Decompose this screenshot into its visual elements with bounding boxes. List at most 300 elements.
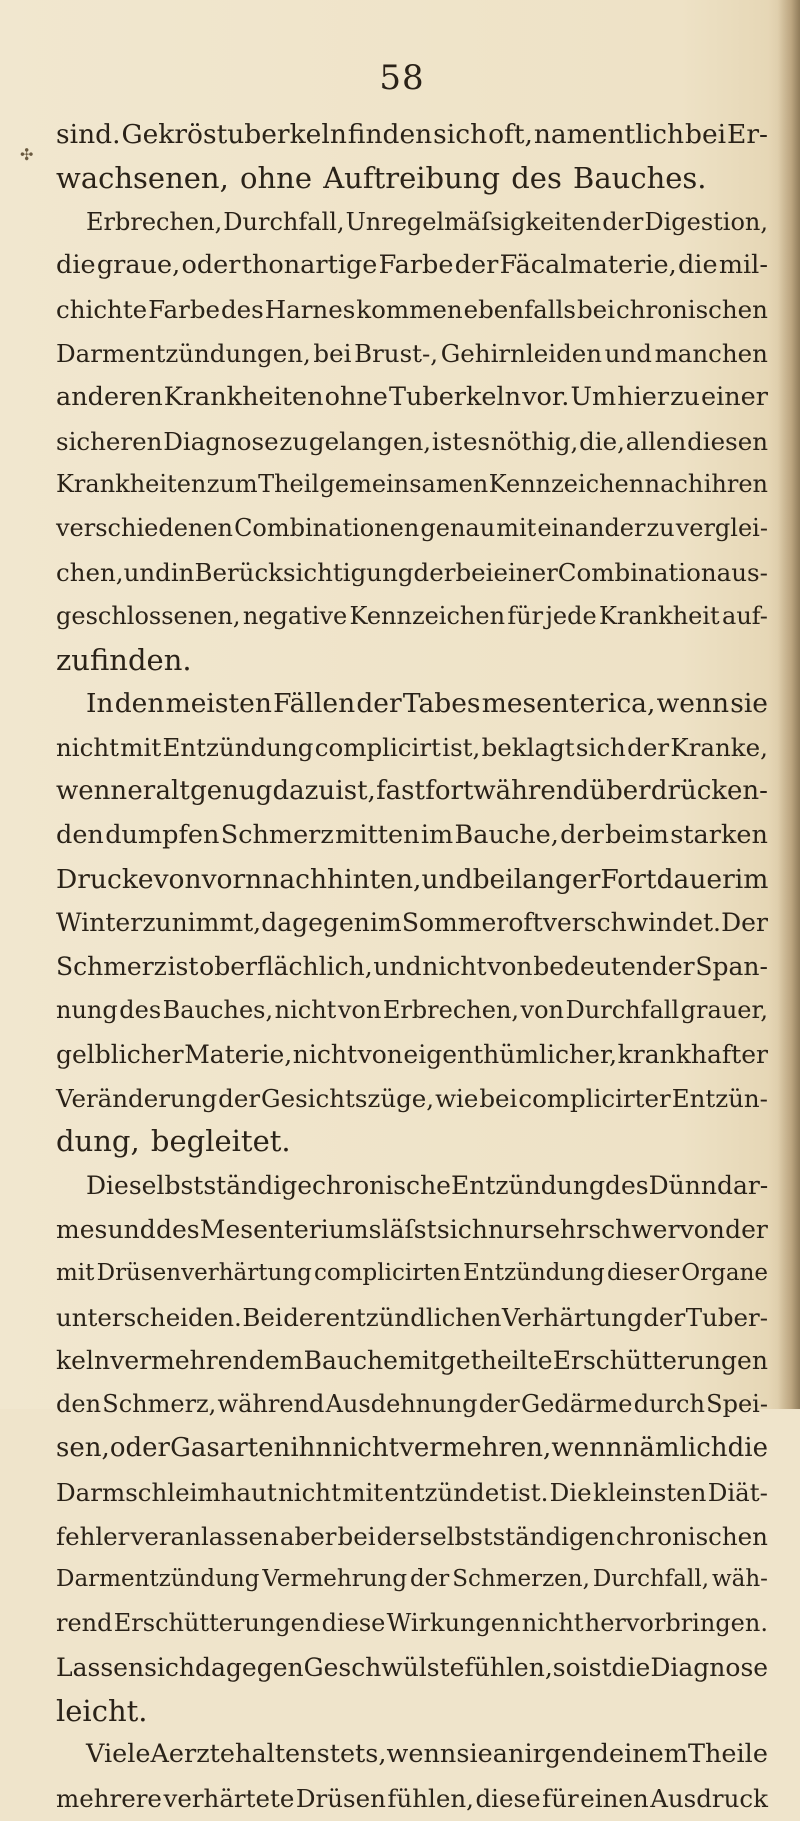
page-edge-shadow [778, 0, 800, 1409]
word: chronischen [616, 1521, 768, 1551]
word: Darmentzündungen, [56, 338, 311, 368]
word: Sommer [401, 908, 509, 938]
word: verhärtete [163, 1784, 295, 1814]
text-line: wachsenen, ohne Auftreibung des Bauches. [56, 160, 707, 195]
word: mil- [718, 250, 768, 281]
word: hervorbringen. [584, 1609, 768, 1638]
word: Span- [695, 952, 768, 982]
text-line [56, 507, 768, 551]
word: unterscheiden. [56, 1302, 242, 1332]
word: Darmschleimhaut [56, 1477, 277, 1507]
word: Materie, [184, 1039, 293, 1069]
word: rend [56, 1609, 113, 1638]
word: ohne [324, 381, 388, 412]
word: ist [431, 426, 463, 456]
word: Er- [727, 119, 768, 150]
word: complicirten [314, 1259, 461, 1286]
word: stets, [316, 1739, 387, 1770]
word: zu [670, 381, 700, 412]
word: ihren [703, 470, 768, 499]
word: Theile [688, 1739, 768, 1770]
word: Drucke [56, 863, 154, 895]
word: Gasarten [170, 1432, 291, 1463]
word: graue, [96, 250, 181, 281]
text-line [56, 332, 768, 376]
word: die [677, 250, 718, 281]
text-line [56, 244, 768, 288]
word: sicheren [56, 426, 163, 456]
word: chronische [312, 1171, 451, 1201]
word: complicirt [314, 733, 441, 763]
word: mit [342, 1477, 384, 1507]
word: verglei- [675, 514, 768, 543]
word: und [107, 1214, 156, 1244]
word: nicht [332, 1432, 400, 1463]
word: während [217, 1390, 325, 1419]
word: Tuber- [685, 1302, 768, 1332]
word: Spei- [706, 1390, 768, 1419]
word: einer [701, 381, 768, 412]
word: starken [670, 819, 768, 850]
word: mit [56, 1259, 95, 1286]
word: und [421, 863, 473, 895]
word: wenn [551, 1432, 623, 1463]
word: nach [644, 470, 704, 499]
word: Schmerz [220, 819, 334, 850]
word: Brust-, [354, 338, 439, 368]
word: entzündet [384, 1477, 510, 1507]
word: und [604, 338, 652, 368]
word: bei [337, 1521, 376, 1551]
text-line [56, 595, 768, 639]
word: gemeinsamen [319, 470, 489, 499]
word: vorn [201, 863, 263, 895]
text-line [56, 1383, 768, 1427]
word: geschlossenen, [56, 601, 241, 630]
word: Berücksichtigung [194, 557, 414, 587]
word: dieser [606, 1259, 680, 1286]
page-number: 58 [379, 58, 425, 98]
word: Durchfall, [592, 1566, 710, 1593]
text-line [56, 1471, 768, 1515]
text-line [56, 989, 768, 1033]
word: fehler [56, 1521, 130, 1551]
word: des [119, 995, 162, 1024]
word: Geschwülste [303, 1652, 465, 1682]
word: Drüsen [295, 1784, 386, 1814]
text-line [56, 1777, 768, 1821]
word: Gedärme [520, 1390, 633, 1419]
word: sen, [56, 1432, 110, 1463]
word: Erbrechen, [86, 207, 223, 236]
word: mitten [335, 819, 420, 850]
word: nach [262, 863, 328, 895]
word: der [725, 1214, 768, 1244]
word: chichte [56, 295, 148, 325]
word: mes [56, 1214, 108, 1244]
word: hinten, [327, 863, 422, 895]
word: chronischen [616, 295, 768, 325]
word: es [462, 426, 491, 456]
word: Tabes [402, 688, 481, 720]
text-line [56, 901, 768, 945]
word: wie [435, 1083, 479, 1113]
word: Der [721, 908, 768, 938]
word: für [542, 1784, 579, 1814]
word: läſst [381, 1214, 437, 1244]
text-line: leicht. [56, 1693, 148, 1728]
word: Winter [56, 908, 143, 938]
word: alt [155, 775, 190, 806]
text-line [56, 945, 768, 989]
word: Bauche, [454, 819, 559, 850]
word: Wirkungen [386, 1609, 521, 1638]
word: zum [206, 470, 258, 499]
text-line: zufinden. [56, 642, 192, 677]
word: wenn [386, 1739, 457, 1770]
word: die [611, 1652, 651, 1682]
word: wenn [56, 775, 128, 806]
word: der [454, 250, 499, 281]
text-line [56, 1164, 768, 1208]
text-line [56, 770, 768, 814]
word: im [420, 819, 454, 850]
text-line [56, 420, 768, 464]
word: Durchfall [565, 995, 680, 1024]
text-line [56, 1602, 768, 1646]
word: nicht [292, 1039, 358, 1069]
word: namentlich [533, 119, 685, 150]
word: eigenthümlicher, [403, 1039, 618, 1069]
word: von [487, 952, 533, 982]
word: einem [609, 1739, 688, 1770]
word: dagegen [195, 1652, 304, 1682]
word: allen [625, 426, 687, 456]
word: der [409, 1566, 450, 1593]
word: genug [190, 775, 273, 806]
text-line [56, 682, 768, 726]
word: chen, [56, 557, 124, 587]
word: Bauches, [162, 995, 274, 1024]
word: der [478, 1390, 520, 1419]
word: der [560, 819, 604, 850]
word: von [520, 995, 565, 1024]
text-line [56, 1515, 768, 1559]
word: meisten [165, 688, 272, 720]
text-line [56, 1252, 768, 1296]
word: oft, [488, 119, 533, 150]
word: der [413, 557, 456, 587]
word: der [643, 1302, 686, 1332]
body-text [56, 113, 768, 1821]
word: bei [455, 557, 494, 587]
word: Kennzeichen [349, 601, 506, 630]
word: oder [181, 250, 241, 281]
word: oberflächlich, [199, 952, 373, 982]
word: Harnes [264, 295, 356, 325]
word: Fällen [273, 688, 356, 720]
word: vor. [522, 381, 570, 412]
word: fühlen, [464, 1652, 553, 1682]
word: bei [684, 119, 727, 150]
word: einen [580, 1784, 649, 1814]
word: diese [321, 1609, 386, 1638]
text-line [56, 1427, 768, 1471]
word: verschwindet. [542, 908, 721, 938]
word: jede [545, 601, 597, 630]
word: Verhärtung [501, 1302, 643, 1332]
word: den [114, 688, 165, 720]
text-line [56, 1558, 768, 1602]
word: wäh- [711, 1566, 768, 1593]
word: Kranke, [670, 733, 768, 763]
word: sie [730, 688, 768, 720]
word: diesen [687, 426, 768, 456]
word: von [357, 1039, 403, 1069]
word: ist [167, 952, 199, 982]
word: durch [633, 1390, 705, 1419]
word: anderen [56, 381, 163, 412]
word: gelangen, [308, 426, 432, 456]
word: dagegen [261, 908, 370, 938]
text-line [56, 463, 768, 507]
word: Farbe [148, 295, 221, 325]
text-line [56, 551, 768, 595]
word: entzündlichen [325, 1302, 502, 1332]
word: Schmerzen, [452, 1566, 590, 1593]
word: schwer [588, 1214, 680, 1244]
word: mit [120, 733, 162, 763]
word: Vermehrung [262, 1566, 408, 1593]
word: des [221, 295, 264, 325]
word: Entzündung [162, 733, 314, 763]
text-line [56, 858, 768, 902]
word: Gehirnleiden [440, 338, 603, 368]
text-line [56, 726, 768, 770]
word: aus- [716, 557, 768, 587]
word: fortwährend [425, 775, 590, 806]
word: Bei [242, 1302, 283, 1332]
word: sich [144, 1652, 195, 1682]
word: bei [576, 295, 616, 325]
text-line: dung, begleitet. [56, 1124, 291, 1159]
word: Die [549, 1477, 592, 1507]
word: Erschütterungen [113, 1609, 321, 1638]
word: Drüsenverhärtung [96, 1259, 312, 1286]
word: selbstständige [128, 1171, 313, 1201]
word: im [370, 908, 402, 938]
word: dumpfen [105, 819, 220, 850]
word: Theil [258, 470, 320, 499]
word: Darmentzündung [56, 1566, 260, 1593]
word: aber [279, 1521, 337, 1551]
word: zunimmt, [142, 908, 262, 938]
word: Gekröstuberkeln [121, 119, 347, 150]
word: Erschütterungen [552, 1346, 768, 1376]
word: Krankheiten [56, 470, 207, 499]
word: der [376, 1521, 419, 1551]
word: nicht [274, 995, 337, 1024]
word: Diagnose [163, 426, 279, 456]
word: von [153, 863, 202, 895]
text-line [56, 113, 768, 157]
word: ist, [335, 775, 376, 806]
word: der [356, 688, 402, 720]
word: ist, [442, 733, 481, 763]
word: die, [579, 426, 625, 456]
word: Kennzeichen [488, 470, 645, 499]
word: mesenterica, [481, 688, 656, 720]
word: nur [488, 1214, 533, 1244]
word: fühlen, [387, 1784, 474, 1814]
word: von [337, 995, 382, 1024]
word: einander [537, 514, 646, 543]
word: nicht [277, 1477, 341, 1507]
word: Diagnose [650, 1652, 769, 1682]
text-line [56, 376, 768, 420]
word: der [283, 1302, 326, 1332]
word: diese [475, 1784, 541, 1814]
word: nicht [521, 1609, 584, 1638]
word: Schmerz [56, 952, 167, 982]
word: im [734, 863, 769, 895]
word: Entzündung [463, 1259, 605, 1286]
word: manchen [654, 338, 768, 368]
margin-mark: ✣ [20, 145, 34, 164]
word: nicht [422, 952, 487, 982]
word: die [727, 1432, 768, 1463]
word: mitgetheilte [398, 1346, 553, 1376]
word: Farbe [378, 250, 454, 281]
text-line [56, 814, 768, 858]
word: thonartige [241, 250, 378, 281]
word: dazu [272, 775, 336, 806]
word: sehr [532, 1214, 589, 1244]
word: der [627, 733, 670, 763]
word: veranlassen [130, 1521, 279, 1551]
word: zu [279, 426, 309, 456]
word: Bauche [303, 1346, 398, 1376]
word: irgend [524, 1739, 609, 1770]
word: Krankheit [599, 601, 720, 630]
word: drücken- [650, 775, 768, 806]
word: an [492, 1739, 525, 1770]
word: und [123, 557, 171, 587]
word: Die [86, 1171, 129, 1201]
word: selbstständigen [419, 1521, 615, 1551]
word: Aerzte [150, 1739, 235, 1770]
word: vermehren, [399, 1432, 552, 1463]
word: sich [575, 733, 626, 763]
word: für [507, 601, 544, 630]
word: finden [347, 119, 433, 150]
word: die [56, 250, 96, 281]
word: hier [617, 381, 670, 412]
text-line [56, 201, 768, 245]
word: In [86, 688, 114, 720]
word: sich [436, 1214, 488, 1244]
word: in [170, 557, 195, 587]
word: genau [420, 514, 496, 543]
word: Fäcalmaterie, [499, 250, 677, 281]
word: Tuberkeln [388, 381, 522, 412]
word: zu [646, 514, 675, 543]
word: mehrere [56, 1784, 162, 1814]
word: des [604, 1171, 649, 1201]
word: dem [248, 1346, 304, 1376]
word: beim [605, 819, 669, 850]
word: einer [493, 557, 558, 587]
word: fast [376, 775, 425, 806]
word: von [679, 1214, 725, 1244]
word: ist. [510, 1477, 549, 1507]
text-line [56, 1339, 768, 1383]
word: ist [580, 1652, 612, 1682]
word: Fortdauer [600, 863, 735, 895]
word: der [218, 1083, 261, 1113]
word: der [602, 207, 644, 236]
word: Combination [557, 557, 717, 587]
word: Um [570, 381, 617, 412]
word: gelblicher [56, 1039, 184, 1069]
word: Organe [681, 1259, 768, 1286]
word: den [56, 819, 104, 850]
word: Veränderung [56, 1083, 218, 1113]
word: nämlich [622, 1432, 728, 1463]
word: sind. [56, 119, 121, 150]
word: nicht [56, 733, 119, 763]
word: oder [109, 1432, 170, 1463]
word: auf- [722, 601, 768, 630]
word: nung [56, 995, 118, 1024]
word: complicirter [518, 1083, 671, 1113]
word: ebenfalls [463, 295, 576, 325]
word: des [156, 1214, 200, 1244]
word: verschiedenen [56, 514, 234, 543]
word: Durchfall, [223, 207, 345, 236]
word: halten [235, 1739, 317, 1770]
word: er [127, 775, 156, 806]
word: oft [508, 908, 543, 938]
word: Digestion, [644, 207, 768, 236]
word: Entzün- [671, 1083, 768, 1113]
text-line [56, 1033, 768, 1077]
word: Mesenteriums [199, 1214, 382, 1244]
word: krankhafter [617, 1039, 768, 1069]
text-line [56, 288, 768, 332]
word: nöthig, [490, 426, 579, 456]
word: über [589, 775, 651, 806]
word: vermehren [110, 1346, 249, 1376]
word: wenn [656, 688, 730, 720]
word: Unregelmäſsigkeiten [345, 207, 602, 236]
word: Krankheiten [163, 381, 324, 412]
word: beklagt [481, 733, 575, 763]
word: sie [456, 1739, 493, 1770]
word: sich [433, 119, 488, 150]
word: so [552, 1652, 581, 1682]
word: kleinsten [592, 1477, 707, 1507]
text-line [56, 1733, 768, 1777]
word: mit [496, 514, 537, 543]
text-line [56, 1646, 768, 1690]
word: Diät- [707, 1477, 768, 1507]
text-line [56, 1296, 768, 1340]
word: langer [513, 863, 601, 895]
word: Erbrechen, [382, 995, 520, 1024]
word: Lassen [56, 1652, 145, 1682]
word: negative [242, 601, 348, 630]
